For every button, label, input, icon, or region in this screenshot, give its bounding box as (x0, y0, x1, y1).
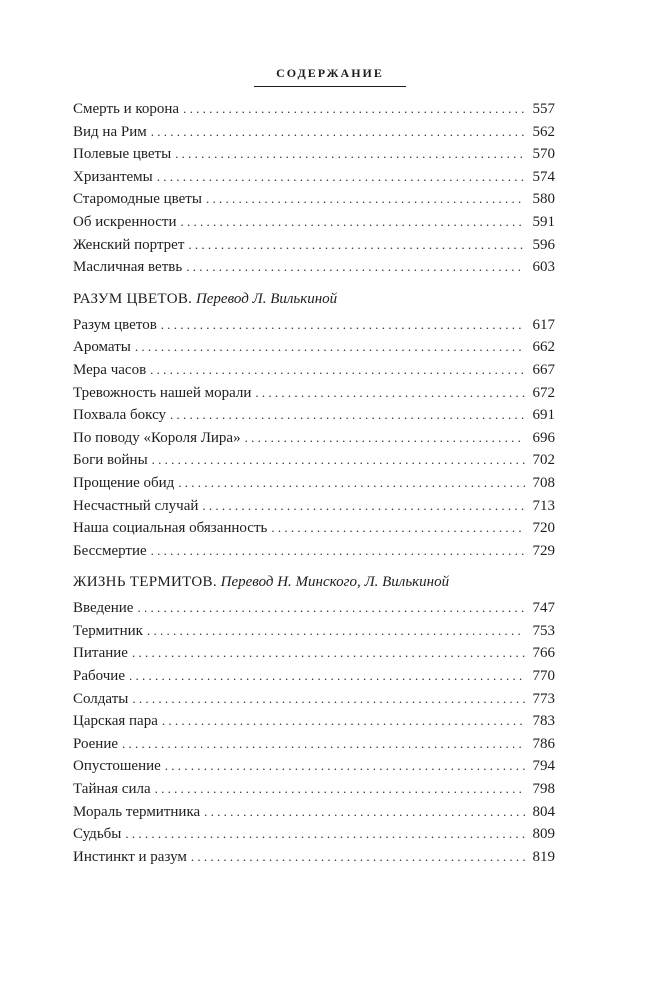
header-rule (254, 86, 406, 87)
dot-leader (132, 642, 525, 665)
toc-entry-title: Введение (73, 600, 134, 617)
dot-leader (161, 314, 525, 337)
section-title: РАЗУМ ЦВЕТОВ. (73, 290, 193, 307)
toc-entry[interactable] (73, 801, 555, 824)
toc-entry[interactable] (73, 336, 555, 359)
dot-leader (186, 256, 525, 279)
dot-leader (135, 336, 525, 359)
toc-entry[interactable] (73, 166, 555, 189)
dot-leader (183, 98, 525, 121)
section-heading-zhizn-termitov (73, 570, 555, 595)
toc-entry-page: 562 (532, 123, 555, 140)
toc-entry-page: 753 (532, 622, 555, 639)
toc-entry-page: 783 (532, 713, 555, 730)
toc-entry-page: 770 (532, 668, 555, 685)
dot-leader (165, 755, 525, 778)
toc-entry-page: 708 (532, 474, 555, 491)
section-translator: Перевод Н. Минского, Л. Вилькиной (220, 574, 450, 591)
toc-entry-title: По поводу «Короля Лира» (73, 429, 241, 446)
toc-entry-title: Об искренности (73, 213, 177, 230)
toc-entry-title: Опустошение (73, 758, 161, 775)
toc-entry-title: Инстинкт и разум (73, 848, 187, 865)
dot-leader (191, 846, 525, 869)
dot-leader (188, 234, 525, 257)
toc-entry-page: 766 (532, 645, 555, 662)
dot-leader (204, 801, 525, 824)
toc-entry-page: 702 (532, 452, 555, 469)
toc-entry-title: Несчастный случай (73, 497, 199, 514)
section-title: ЖИЗНЬ ТЕРМИТОВ. (73, 574, 217, 591)
page-header-title: СОДЕРЖАНИЕ (276, 66, 384, 80)
toc-entry-page: 794 (532, 758, 555, 775)
toc-entry-page: 570 (532, 146, 555, 163)
toc-entry-page: 591 (532, 213, 555, 230)
toc-entry[interactable] (73, 121, 555, 144)
toc-entry[interactable] (73, 234, 555, 257)
toc-entry-page: 603 (532, 259, 555, 276)
toc-entry-title: Судьбы (73, 826, 122, 843)
toc-entry-page: 617 (532, 316, 555, 333)
dot-leader (151, 540, 525, 563)
toc-entry[interactable] (73, 755, 555, 778)
toc-entry[interactable] (73, 733, 555, 756)
section-translator: Перевод Л. Вилькиной (195, 290, 338, 307)
toc-entry-page: 773 (532, 690, 555, 707)
toc-entry-title: Бессмертие (73, 542, 147, 559)
toc-entry[interactable] (73, 823, 555, 846)
dot-leader (162, 710, 525, 733)
toc-entry-title: Хризантемы (73, 168, 153, 185)
toc-entry[interactable] (73, 710, 555, 733)
toc-entry[interactable] (73, 427, 555, 450)
toc-entry[interactable] (73, 472, 555, 495)
toc-entry-page: 804 (532, 803, 555, 820)
toc-entry[interactable] (73, 665, 555, 688)
toc-entry-title: Термитник (73, 622, 143, 639)
toc-entry-page: 713 (532, 497, 555, 514)
toc-entry-page: 691 (532, 407, 555, 424)
toc-entry[interactable] (73, 449, 555, 472)
toc-entry-title: Тайная сила (73, 781, 151, 798)
toc-entry-title: Прощение обид (73, 474, 175, 491)
dot-leader (137, 597, 525, 620)
toc-entry[interactable] (73, 143, 555, 166)
toc-entry-title: Мера часов (73, 361, 147, 378)
dot-leader (147, 620, 525, 643)
toc-entry[interactable] (73, 98, 555, 121)
toc-entry-page: 798 (532, 781, 555, 798)
toc-group-2 (73, 314, 555, 563)
toc-entry-title: Ароматы (73, 339, 131, 356)
toc-entry[interactable] (73, 597, 555, 620)
dot-leader (245, 427, 525, 450)
toc-entry-title: Смерть и корона (73, 101, 180, 117)
toc-entry-title: Полевые цветы (73, 146, 172, 163)
toc-entry[interactable] (73, 540, 555, 563)
toc-entry-page: 662 (532, 339, 555, 356)
toc-entry-page: 557 (532, 101, 555, 117)
toc-entry-page: 672 (532, 384, 555, 401)
toc-entry-title: Старомодные цветы (73, 191, 202, 208)
toc-entry[interactable] (73, 688, 555, 711)
toc-entry-title: Женский портрет (73, 236, 185, 253)
toc-entry-page: 729 (532, 542, 555, 559)
toc-entry[interactable] (73, 495, 555, 518)
dot-leader (151, 121, 525, 144)
dot-leader (157, 166, 525, 189)
toc-entry-title: Солдаты (73, 690, 129, 707)
toc-entry[interactable] (73, 642, 555, 665)
toc-entry[interactable] (73, 382, 555, 405)
toc-entry-page: 720 (532, 520, 555, 537)
dot-leader (178, 472, 525, 495)
toc-entry-page: 747 (532, 600, 555, 617)
toc-entry-title: Вид на Рим (73, 123, 147, 140)
toc-entry-title: Роение (73, 735, 119, 752)
toc-entry[interactable] (73, 188, 555, 211)
toc-entry[interactable] (73, 846, 555, 869)
dot-leader (206, 188, 525, 211)
dot-leader (122, 733, 525, 756)
toc-entry-title: Тревожность нашей морали (73, 384, 252, 401)
toc-entry-page: 809 (532, 826, 555, 843)
dot-leader (175, 143, 525, 166)
toc-entry[interactable] (73, 314, 555, 337)
toc-entry[interactable] (73, 620, 555, 643)
dot-leader (125, 823, 525, 846)
toc-group-3 (73, 597, 555, 868)
toc-entry[interactable] (73, 359, 555, 382)
toc-entry-title: Питание (73, 645, 128, 662)
dot-leader (202, 495, 525, 518)
toc-entry[interactable] (73, 404, 555, 427)
toc-entry-title: Царская пара (73, 713, 158, 730)
toc-group-1 (73, 98, 555, 279)
section-heading-razum-tsvetov (73, 287, 555, 312)
toc-entry[interactable] (73, 778, 555, 801)
dot-leader (152, 449, 525, 472)
dot-leader (129, 665, 525, 688)
toc-entry[interactable] (73, 517, 555, 540)
dot-leader (155, 778, 525, 801)
toc-entry-page: 786 (532, 735, 555, 752)
toc-entry-page: 596 (532, 236, 555, 253)
toc-entry-title: Мораль термитника (73, 803, 201, 820)
dot-leader (255, 382, 525, 405)
toc-entry-title: Масличная ветвь (73, 259, 183, 276)
toc-entry-title: Боги войны (73, 452, 148, 469)
toc-entry-page: 580 (532, 191, 555, 208)
table-of-contents (73, 98, 555, 868)
toc-entry-title: Наша социальная обязанность (73, 520, 268, 537)
toc-entry-page: 574 (532, 168, 555, 185)
dot-leader (181, 211, 525, 234)
dot-leader (170, 404, 525, 427)
dot-leader (271, 517, 525, 540)
toc-entry-title: Похвала боксу (73, 407, 167, 424)
dot-leader (150, 359, 525, 382)
toc-entry-title: Разум цветов (73, 316, 157, 333)
toc-entry[interactable] (73, 211, 555, 234)
toc-entry-page: 696 (532, 429, 555, 446)
toc-entry-title: Рабочие (73, 668, 125, 685)
toc-entry-page: 819 (532, 848, 555, 865)
toc-entry-page: 667 (532, 361, 555, 378)
dot-leader (132, 688, 525, 711)
toc-entry[interactable] (73, 256, 555, 279)
